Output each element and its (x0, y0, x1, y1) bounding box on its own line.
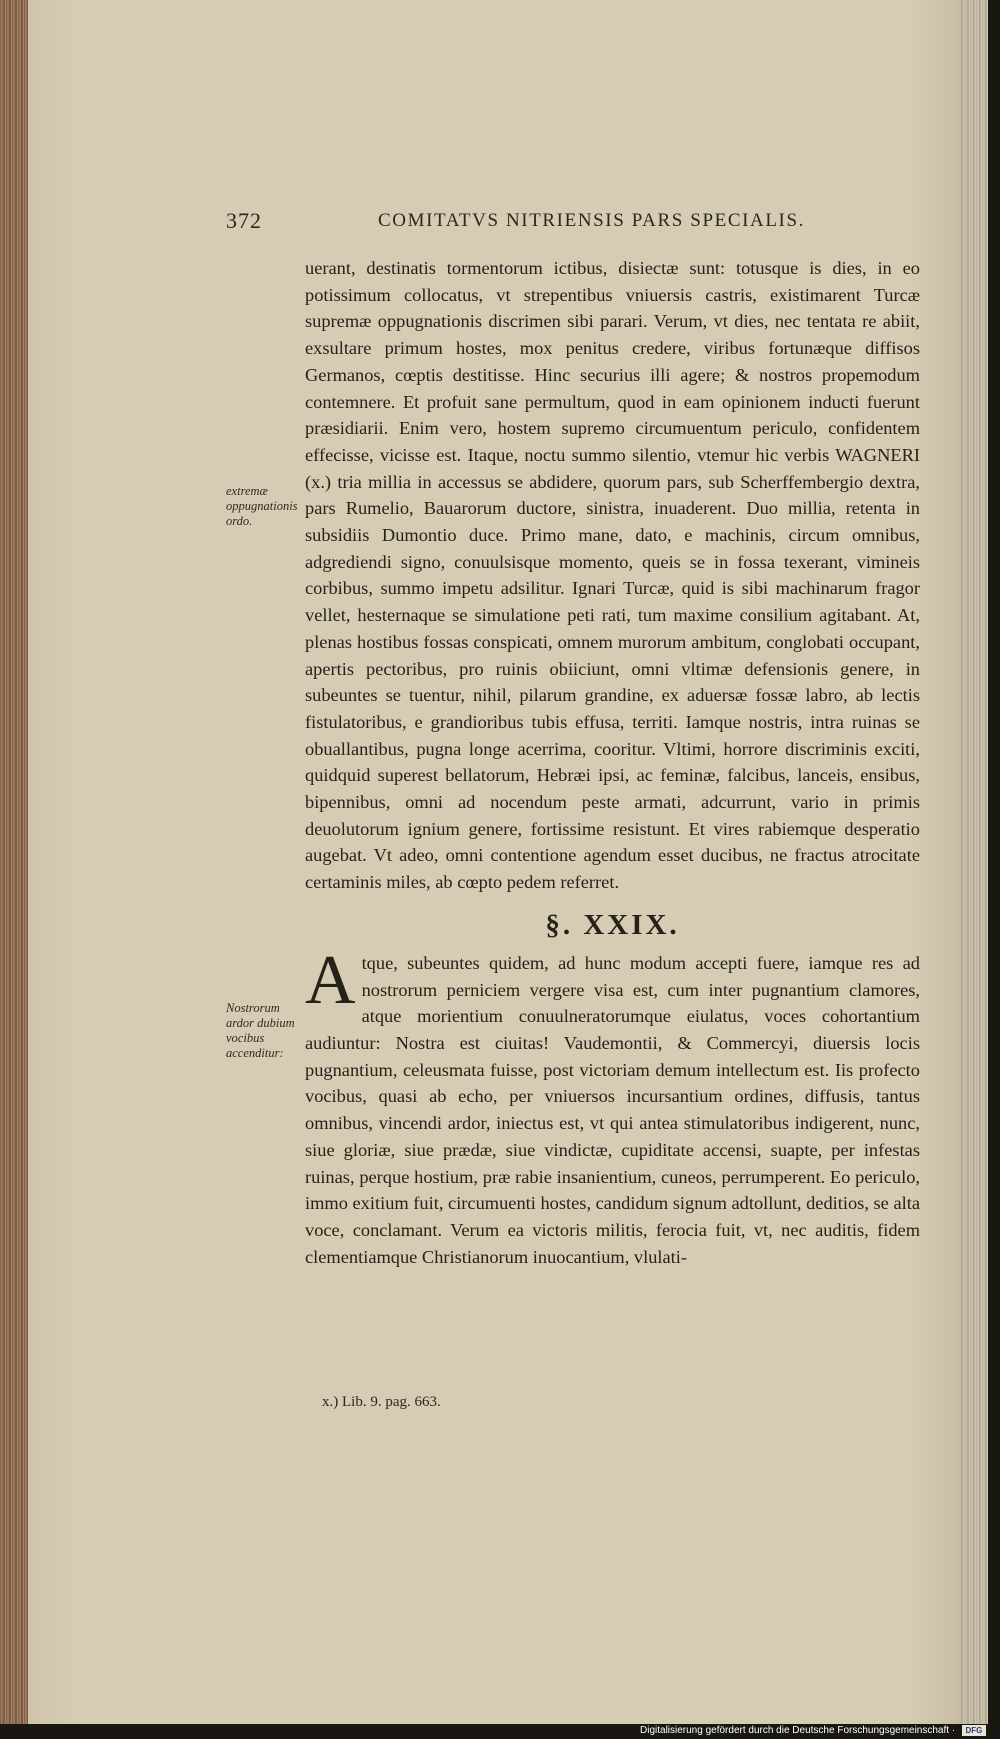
footnote: x.) Lib. 9. pag. 663. (322, 1394, 441, 1410)
page-fore-edge (958, 0, 988, 1724)
paragraph-2 (305, 941, 920, 1270)
page-number: 372 (226, 208, 262, 233)
paragraph-1: uerant, destinatis tormentorum ictibus, disiectæ sunt: totusque is dies, in eo potissimum collocatus, vt strepentibus vniuersis castris, existimarent Turcæ supremæ oppugnationis discrimen sibi parari. Verum, vt dies, nec tentata re abiit, exsultare primum hostes, mox penitus credere, viribus fortunæque diffisos Germanos, cœptis destitisse. Hinc securius illi agere; & nostros propemodum contemnere. Et profuit sane permultum, quod in eam opinionem inducti fuerunt præsidiarii. Enim vero, hostem supremo circumuentum periculo, confidentem effecisse, vicisse est. Itaque, noctu summo silentio, vtemur hic verbis WAGNERI (x.) tria millia in accessus se abdidere, quorum pars, sub Scherffembergio dextra, pars Rumelio, Bauarorum ductore, sinistra, inuaderent. Duo millia, retenta in subsidiis Dumontio duce. Primo mane, dato, e machinis, circum omnibus, adgrediendi signo, conuulsisque momento, queis se in fossa texerant, vimineis corbibus, summo impetu adsilitur. Ignari Turcæ, quid is sibi machinarum fragor vellet, hesternaque se simulatione peti rati, tum maxime consilium agitabant. At, plenas hostibus fossas conspicati, omnem murorum ambitum, conglobati occupant, apertis pectoribus, pro ruinis obiiciunt, omni vltimæ defensionis genere, in subeuntes se tuentur, nihil, pilarum grandine, ex aduersæ fossæ labro, ab lectis fistulatoribus, e grandioribus tubis effusa, territi. Iamque nostris, intra ruinas se obuallantibus, pugna longe acerrima, cooritur. Vltimi, horrore discriminis exciti, quidquid superest bellatorum, Hebræi ipsi, ac feminæ, falcibus, lanceis, ensibus, bipennibus, omni ad nocendum peste armati, adcurrunt, vario in primis deuolutorum ignium genere, fortissime resistunt. Et vires rabiemque desperatio augebat. Vt adeo, omni contentione agendum esset ducibus, ne fractus atrocitate certaminis miles, ab cœpto pedem referret. (305, 258, 920, 893)
page-binding-edge (0, 0, 28, 1724)
running-title: COMITATVS NITRIENSIS PARS SPECIALIS. (378, 210, 805, 231)
paragraph-2-text: tque, subeuntes quidem, ad hunc modum accepti fuere, iamque res ad nostrorum perniciem vergere visa est, cum inter pugnantium clamores, atque morientium conuulneratorumque eiulatus, voces cohortantium audiuntur: Nostra est ciuitas! Vaudemontii, & Commercyi, diuersis locis pugnantium, celeusmata fuisse, post victoriam demum intellectum est. Iis profecto vocibus, quasi ab echo, per vniuersos incursantium ordines, diffusis, tantus omnibus, vincendi ardor, iniectus est, vt qui antea stimulatoribus indigerent, nunc, siue gloriæ, siue prædæ, siue vindictæ, cupiditate accensi, suapte, per infestas ruinas, perque hostium, præ rabie insanientium, cuneos, perrumperent. Eo periculo, immo exitium fuit, circumuenti hostes, candidum signum adtollunt, deditios, se alta voce, conclamant. Verum ea victoris militis, ferocia fuit, vt, nec auditis, fidem clementiamque Christianorum inuocantium, vlulati- (305, 952, 920, 1267)
section-heading: §. XXIX. (545, 908, 680, 941)
drop-cap: A (305, 941, 356, 1019)
digitization-stamp (640, 1723, 1000, 1739)
marginal-note-1: extremæ oppugnationis ordo. (226, 484, 298, 528)
main-text (305, 255, 920, 1270)
page-header (226, 208, 926, 238)
marginal-note-2: Nostrorum ardor dubium vocibus accenditur: (226, 1001, 295, 1060)
dfg-logo-icon: DFG (962, 1725, 986, 1736)
stamp-text: Digitalisierung gefördert durch die Deutsche Forschungsgemeinschaft · (640, 1725, 956, 1736)
